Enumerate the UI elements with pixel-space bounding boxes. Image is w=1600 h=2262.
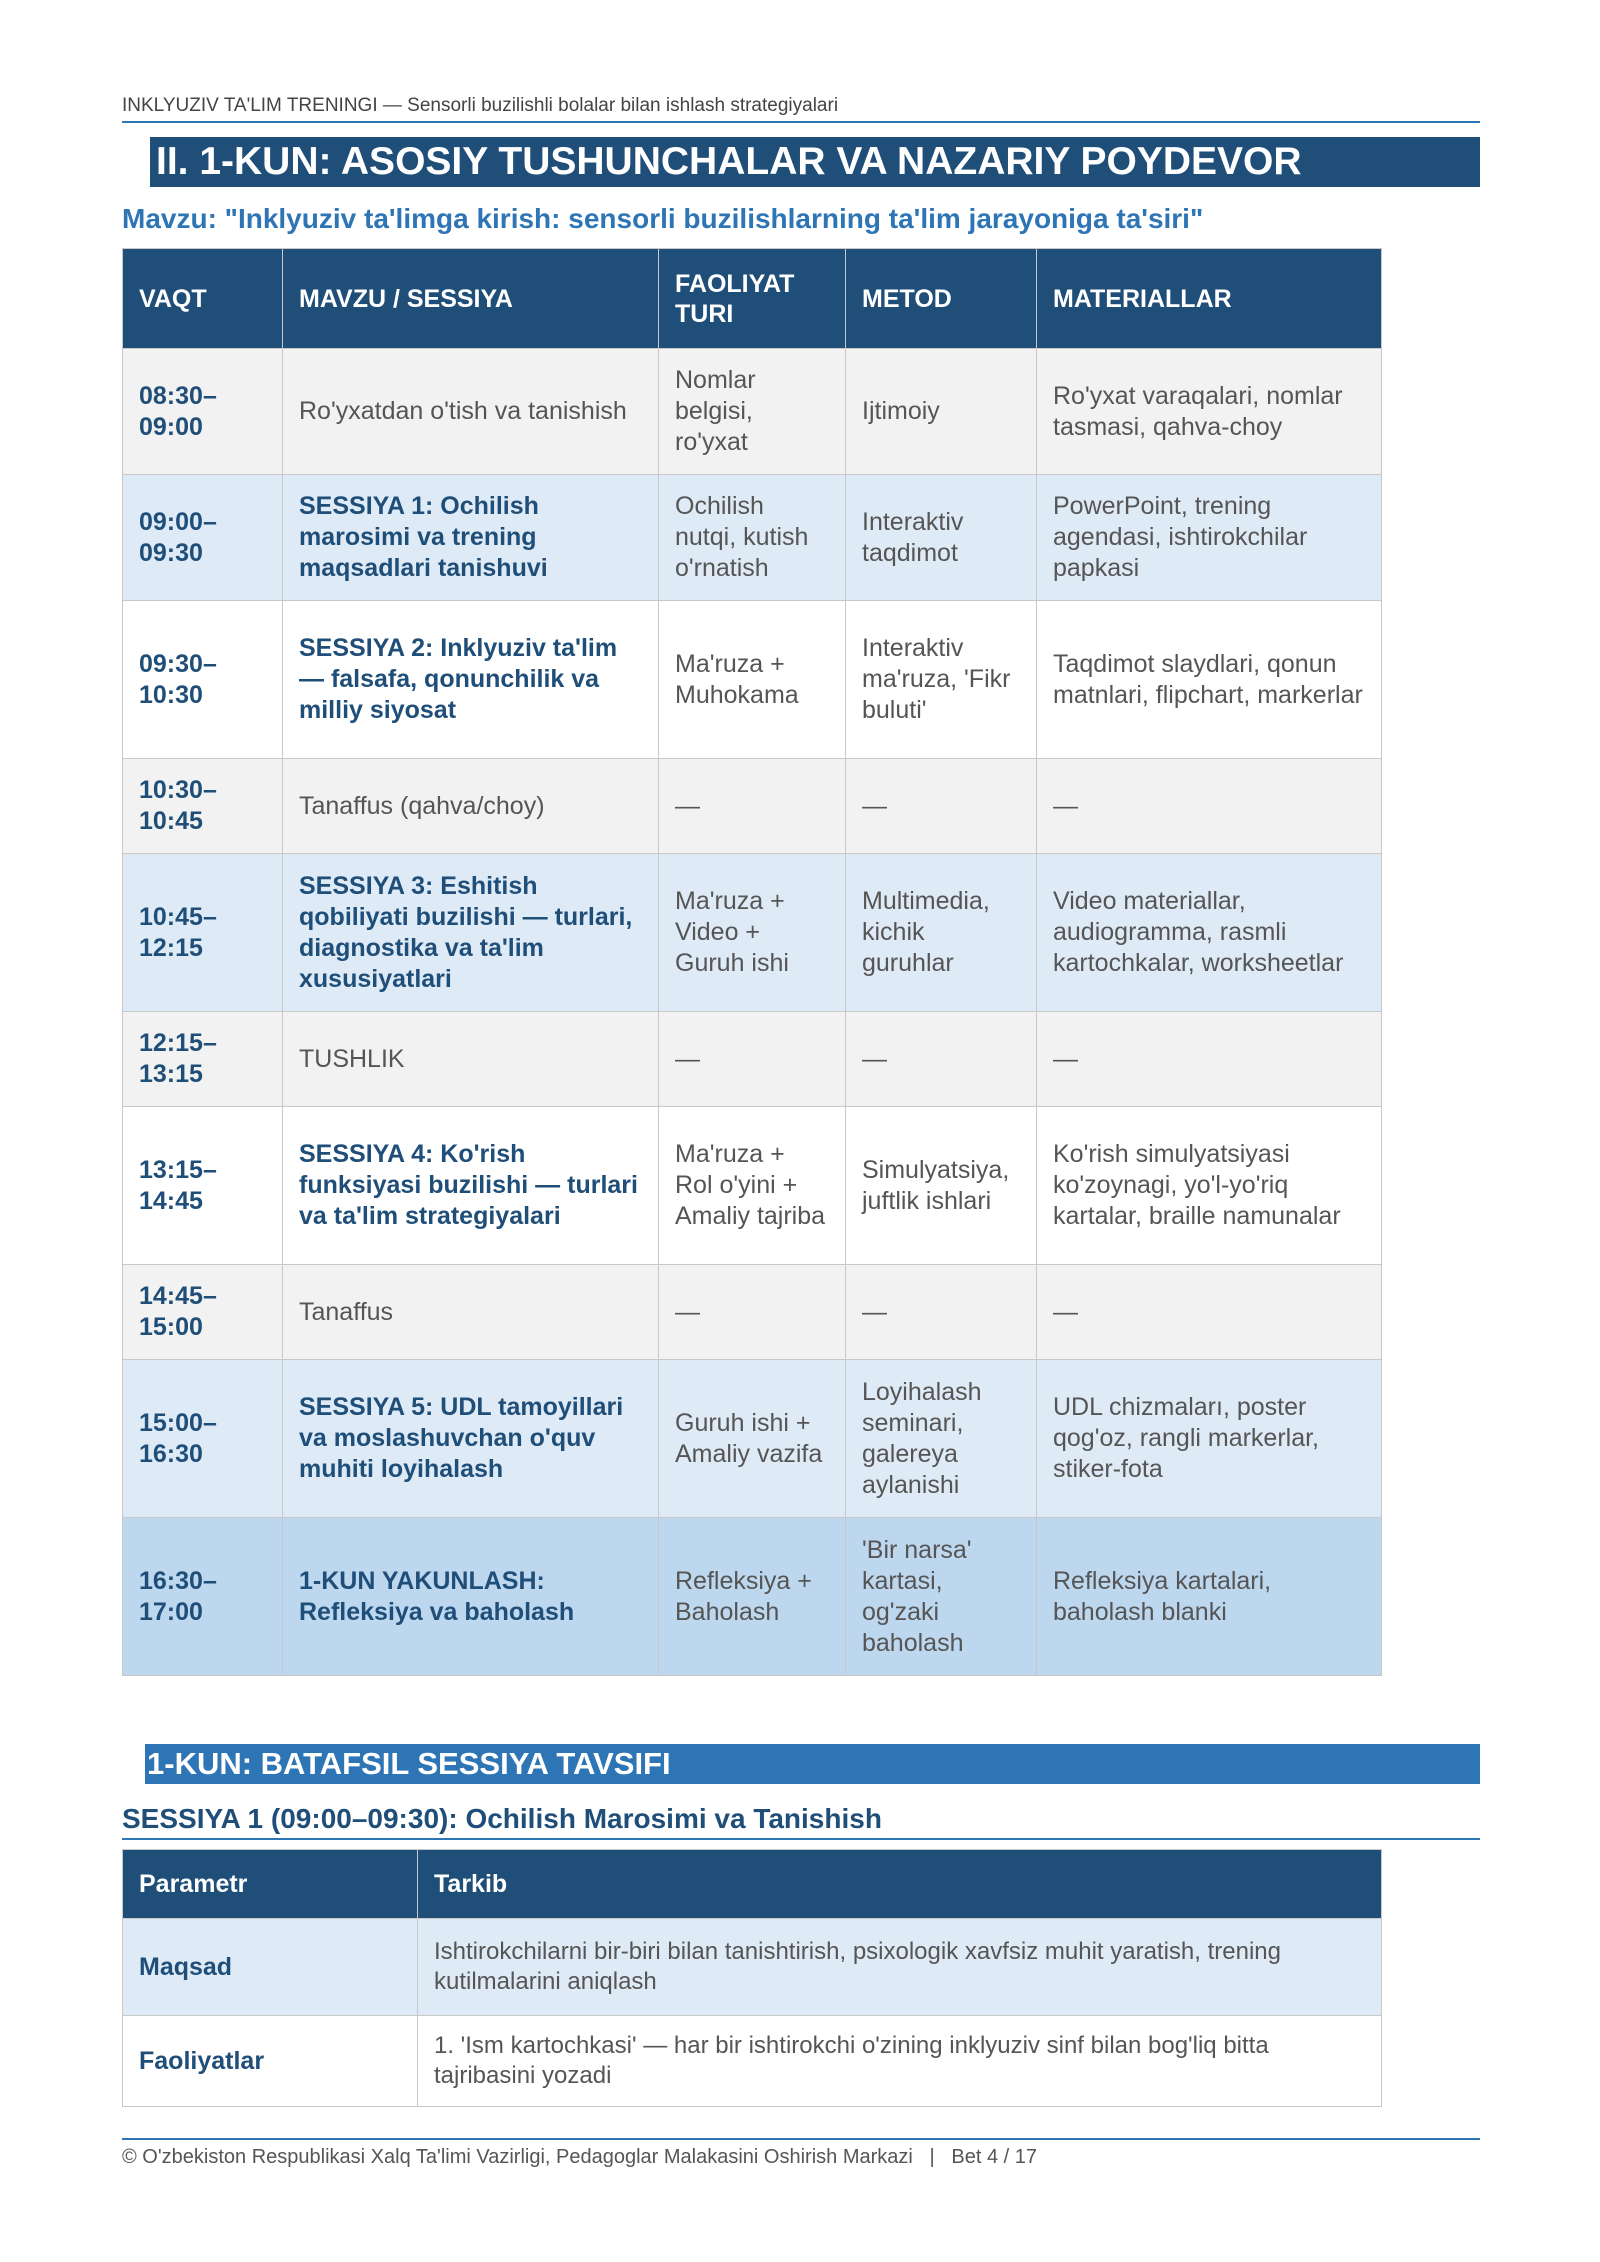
page-subtitle: Mavzu: "Inklyuziv ta'limga kirish: sensorli buzilishlarning ta'lim jarayoniga ta'siri" — [122, 203, 1204, 234]
method-cell: Ijtimoiy — [846, 349, 1037, 475]
topic-cell: SESSIYA 4: Ko'rish funksiyasi buzilishi — turlari va ta'lim strategiyalari — [283, 1107, 659, 1265]
activity-cell: Nomlar belgisi, ro'yxat — [659, 349, 846, 475]
activity-cell: Ma'ruza + Rol o'yini + Amaliy tajriba — [659, 1107, 846, 1265]
method-cell: — — [846, 759, 1037, 854]
topic-cell: Ro'yxatdan o'tish va tanishish — [283, 349, 659, 475]
time-cell: 10:30–10:45 — [123, 759, 283, 854]
method-cell: Multimedia, kichik guruhlar — [846, 854, 1037, 1012]
activity-cell: Ochilish nutqi, kutish o'rnatish — [659, 475, 846, 601]
params-header-row — [123, 1850, 1382, 1919]
table-row — [123, 349, 1382, 475]
materials-cell: — — [1037, 759, 1382, 854]
page-title: II. 1-KUN: ASOSIY TUSHUNCHALAR VA NAZARIY POYDEVOR — [150, 137, 1480, 187]
topic-cell: Tanaffus — [283, 1265, 659, 1360]
column-header-time: VAQT — [123, 249, 283, 349]
method-cell: Interaktiv taqdimot — [846, 475, 1037, 601]
materials-cell: — — [1037, 1012, 1382, 1107]
time-cell: 09:30–10:30 — [123, 601, 283, 759]
topic-cell: SESSIYA 1: Ochilish marosimi va trening maqsadlari tanishuvi — [283, 475, 659, 601]
running-header: INKLYUZIV TA'LIM TRENINGI — Sensorli buzilishli bolalar bilan ishlash strategiyalari — [122, 95, 1480, 123]
activity-cell: — — [659, 759, 846, 854]
column-header-parameter: Parametr — [123, 1850, 418, 1919]
method-cell: Simulyatsiya, juftlik ishlari — [846, 1107, 1037, 1265]
column-header-topic: MAVZU / SESSIYA — [283, 249, 659, 349]
activity-cell: Refleksiya + Baholash — [659, 1518, 846, 1676]
section-title: 1-KUN: BATAFSIL SESSIYA TAVSIFI — [145, 1744, 1480, 1784]
activity-cell: Ma'ruza + Video + Guruh ishi — [659, 854, 846, 1012]
activity-cell: — — [659, 1265, 846, 1360]
activity-cell: Ma'ruza + Muhokama — [659, 601, 846, 759]
column-header-activity: FAOLIYAT TURI — [659, 249, 846, 349]
table-row — [123, 601, 1382, 759]
topic-cell: 1-KUN YAKUNLASH: Refleksiya va baholash — [283, 1518, 659, 1676]
time-cell: 15:00–16:30 — [123, 1360, 283, 1518]
page-footer: © O'zbekiston Respublikasi Xalq Ta'limi Vazirligi, Pedagoglar Malakasini Oshirish Markazi | Bet 4 / 17 — [122, 2146, 1037, 2168]
column-header-materials: MATERIALLAR — [1037, 249, 1382, 349]
topic-cell: TUSHLIK — [283, 1012, 659, 1107]
table-row — [123, 1919, 1382, 2016]
schedule-header-row — [123, 249, 1382, 349]
table-row — [123, 1265, 1382, 1360]
materials-cell: Ko'rish simulyatsiyasi ko'zoynagi, yo'l-yo'riq kartalar, braille namunalar — [1037, 1107, 1382, 1265]
time-cell: 13:15–14:45 — [123, 1107, 283, 1265]
materials-cell: — — [1037, 1265, 1382, 1360]
method-cell: Interaktiv ma'ruza, 'Fikr buluti' — [846, 601, 1037, 759]
column-header-content: Tarkib — [418, 1850, 1382, 1919]
activity-cell: — — [659, 1012, 846, 1107]
footer-divider — [122, 2138, 1480, 2140]
time-cell: 08:30–09:00 — [123, 349, 283, 475]
topic-cell: SESSIYA 5: UDL tamoyillari va moslashuvchan o'quv muhiti loyihalash — [283, 1360, 659, 1518]
materials-cell: Ro'yxat varaqalari, nomlar tasmasi, qahva-choy — [1037, 349, 1382, 475]
time-cell: 09:00–09:30 — [123, 475, 283, 601]
materials-cell: Taqdimot slaydlari, qonun matnlari, flipchart, markerlar — [1037, 601, 1382, 759]
topic-cell: SESSIYA 3: Eshitish qobiliyati buzilishi — turlari, diagnostika va ta'lim xususiyatlari — [283, 854, 659, 1012]
materials-cell: Video materiallar, audiogramma, rasmli kartochkalar, worksheetlar — [1037, 854, 1382, 1012]
time-cell: 14:45–15:00 — [123, 1265, 283, 1360]
table-row — [123, 1012, 1382, 1107]
table-row — [123, 1518, 1382, 1676]
table-row — [123, 475, 1382, 601]
time-cell: 12:15–13:15 — [123, 1012, 283, 1107]
table-row — [123, 2016, 1382, 2107]
method-cell: 'Bir narsa' kartasi, og'zaki baholash — [846, 1518, 1037, 1676]
topic-cell: SESSIYA 2: Inklyuziv ta'lim — falsafa, qonunchilik va milliy siyosat — [283, 601, 659, 759]
materials-cell: PowerPoint, trening agendasi, ishtirokchilar papkasi — [1037, 475, 1382, 601]
param-name-cell: Faoliyatlar — [123, 2016, 418, 2107]
activity-cell: Guruh ishi + Amaliy vazifa — [659, 1360, 846, 1518]
schedule-table — [122, 248, 1382, 1676]
method-cell: — — [846, 1012, 1037, 1107]
time-cell: 16:30–17:00 — [123, 1518, 283, 1676]
table-row — [123, 1360, 1382, 1518]
method-cell: — — [846, 1265, 1037, 1360]
column-header-method: METOD — [846, 249, 1037, 349]
session-params-table — [122, 1849, 1382, 2107]
materials-cell: UDL chizmaları, poster qog'oz, rangli markerlar, stiker-fota — [1037, 1360, 1382, 1518]
session-heading: SESSIYA 1 (09:00–09:30): Ochilish Marosimi va Tanishish — [122, 1803, 1480, 1840]
time-cell: 10:45–12:15 — [123, 854, 283, 1012]
table-row — [123, 854, 1382, 1012]
param-name-cell: Maqsad — [123, 1919, 418, 2016]
param-value-cell: Ishtirokchilarni bir-biri bilan tanishtirish, psixologik xavfsiz muhit yaratish, trening kutilmalarini aniqlash — [418, 1919, 1382, 2016]
table-row — [123, 1107, 1382, 1265]
topic-cell: Tanaffus (qahva/choy) — [283, 759, 659, 854]
param-value-cell: 1. 'Ism kartochkasi' — har bir ishtirokchi o'zining inklyuziv sinf bilan bog'liq bitta tajribasini yozadi — [418, 2016, 1382, 2107]
method-cell: Loyihalash seminari, galereya aylanishi — [846, 1360, 1037, 1518]
table-row — [123, 759, 1382, 854]
materials-cell: Refleksiya kartalari, baholash blanki — [1037, 1518, 1382, 1676]
